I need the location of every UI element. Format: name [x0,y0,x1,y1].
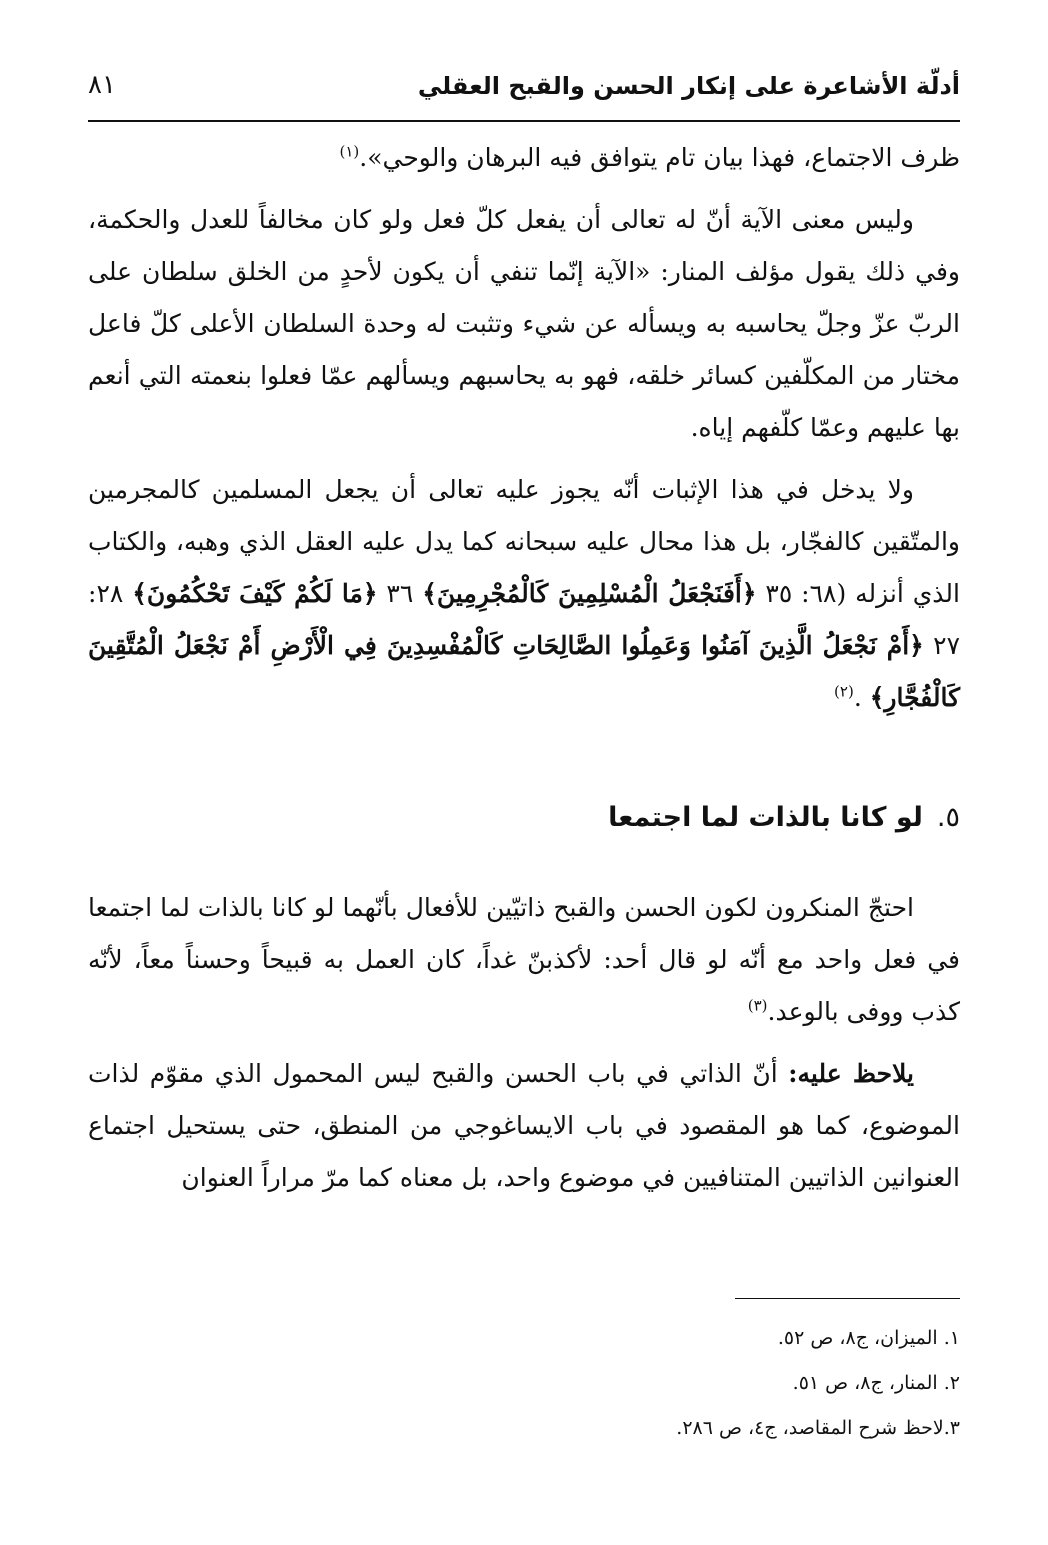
footnote-3: ٣.لاحظ شرح المقاصد، ج٤، ص ٢٨٦. [676,1417,960,1439]
paragraph-4 [88,882,960,1038]
section-number: ٥. [936,802,960,833]
quran-verse-2: ﴿مَا لَكُمْ كَيْفَ تَحْكُمُونَ﴾ [132,579,378,608]
paragraph-2: وليس معنى الآية أنّ له تعالى أن يفعل كلّ فعل ولو كان مخالفاً للعدل والحكمة، وفي ذلك يقول مؤلف المنار: «الآية إنّما تنفي أن يكون لأحدٍ من الخلق سلطان على الربّ عزّ وجلّ يحاسبه به ويسأله عن شيء وتثبت له وحدة السلطان الأعلى كلّ فاعل مختار من المكلّفين كسائر خلقه، فهو به يحاسبهم ويسألهم عمّا فعلوا بنعمته التي أنعم بها عليهم وعمّا كلّفهم إياه. [88,205,960,442]
quran-verse-3: ﴿أَمْ نَجْعَلُ الَّذِينَ آمَنُوا وَعَمِلُوا الصَّالِحَاتِ كَالْمُفْسِدِينَ فِي الْأَرْضِ أَمْ نَجْعَلُ الْمُتَّقِينَ كَالْفُجَّارِ﴾ [88,631,960,712]
page-header [88,66,960,114]
paragraph-5 [88,1048,960,1204]
verse-ref-2: ٢٨: ٢٧ [88,579,960,660]
paragraph-5-text: أنّ الذاتي في باب الحسن والقبح ليس المحمول الذي مقوّم لذات الموضوع، كما هو المقصود في باب الايساغوجي من المنطق، حتى يستحيل اجتماع العنوانين الذاتيين المتنافيين في موضوع واحد، بل معناه كما مرّ مراراً العنوان [88,1059,960,1192]
paragraph-1 [88,132,960,184]
footnotes [88,1316,960,1451]
footnote-divider [735,1298,960,1299]
footnote-2: ٢. المنار، ج٨، ص ٥١. [792,1372,960,1394]
main-text [88,132,960,1214]
paragraph-3-text: ولا يدخل في هذا الإثبات أنّه يجوز عليه تعالى أن يجعل المسلمين كالمجرمين والمتّقين كالفجّار، بل هذا محال عليه سبحانه كما يدل عليه العقل الذي وهبه، والكتاب الذي أنزله (٦٨: ٣٥ [88,475,960,608]
section-title: لو كانا بالذات لما اجتمعا [608,802,923,833]
footnote-ref-3: (٣) [747,996,768,1015]
paragraph-1-text: ظرف الاجتماع، فهذا بيان تام يتوافق فيه البرهان والوحي». [359,143,960,172]
quran-verse-1: ﴿أَفَنَجْعَلُ الْمُسْلِمِينَ كَالْمُجْرِمِينَ﴾ [422,579,757,608]
running-title: أدلّة الأشاعرة على إنكار الحسن والقبح العقلي [417,72,960,100]
verse-ref-1: ٣٦ [386,579,414,608]
paragraph-4-text: احتجّ المنكرون لكون الحسن والقبح ذاتيّين للأفعال بأنّهما لو كانا بالذات لما اجتمعا في فعل واحد مع أنّه لو قال أحد: لأكذبنّ غداً، كان العمل به قبيحاً وحسناً معاً، لأنّه كذب ووفى بالوعد. [88,893,960,1026]
page-number: ٨١ [88,70,116,100]
paragraph-3 [88,464,960,724]
footnote-ref-2: (٢) [834,682,854,701]
footnote-ref-1: (١) [339,142,360,161]
paragraph-3-end: . [853,683,862,712]
section-heading [88,792,960,844]
remark-term: يلاحظ عليه: [788,1059,914,1088]
header-divider [88,120,960,122]
footnote-1: ١. الميزان، ج٨، ص ٥٢. [777,1327,960,1349]
